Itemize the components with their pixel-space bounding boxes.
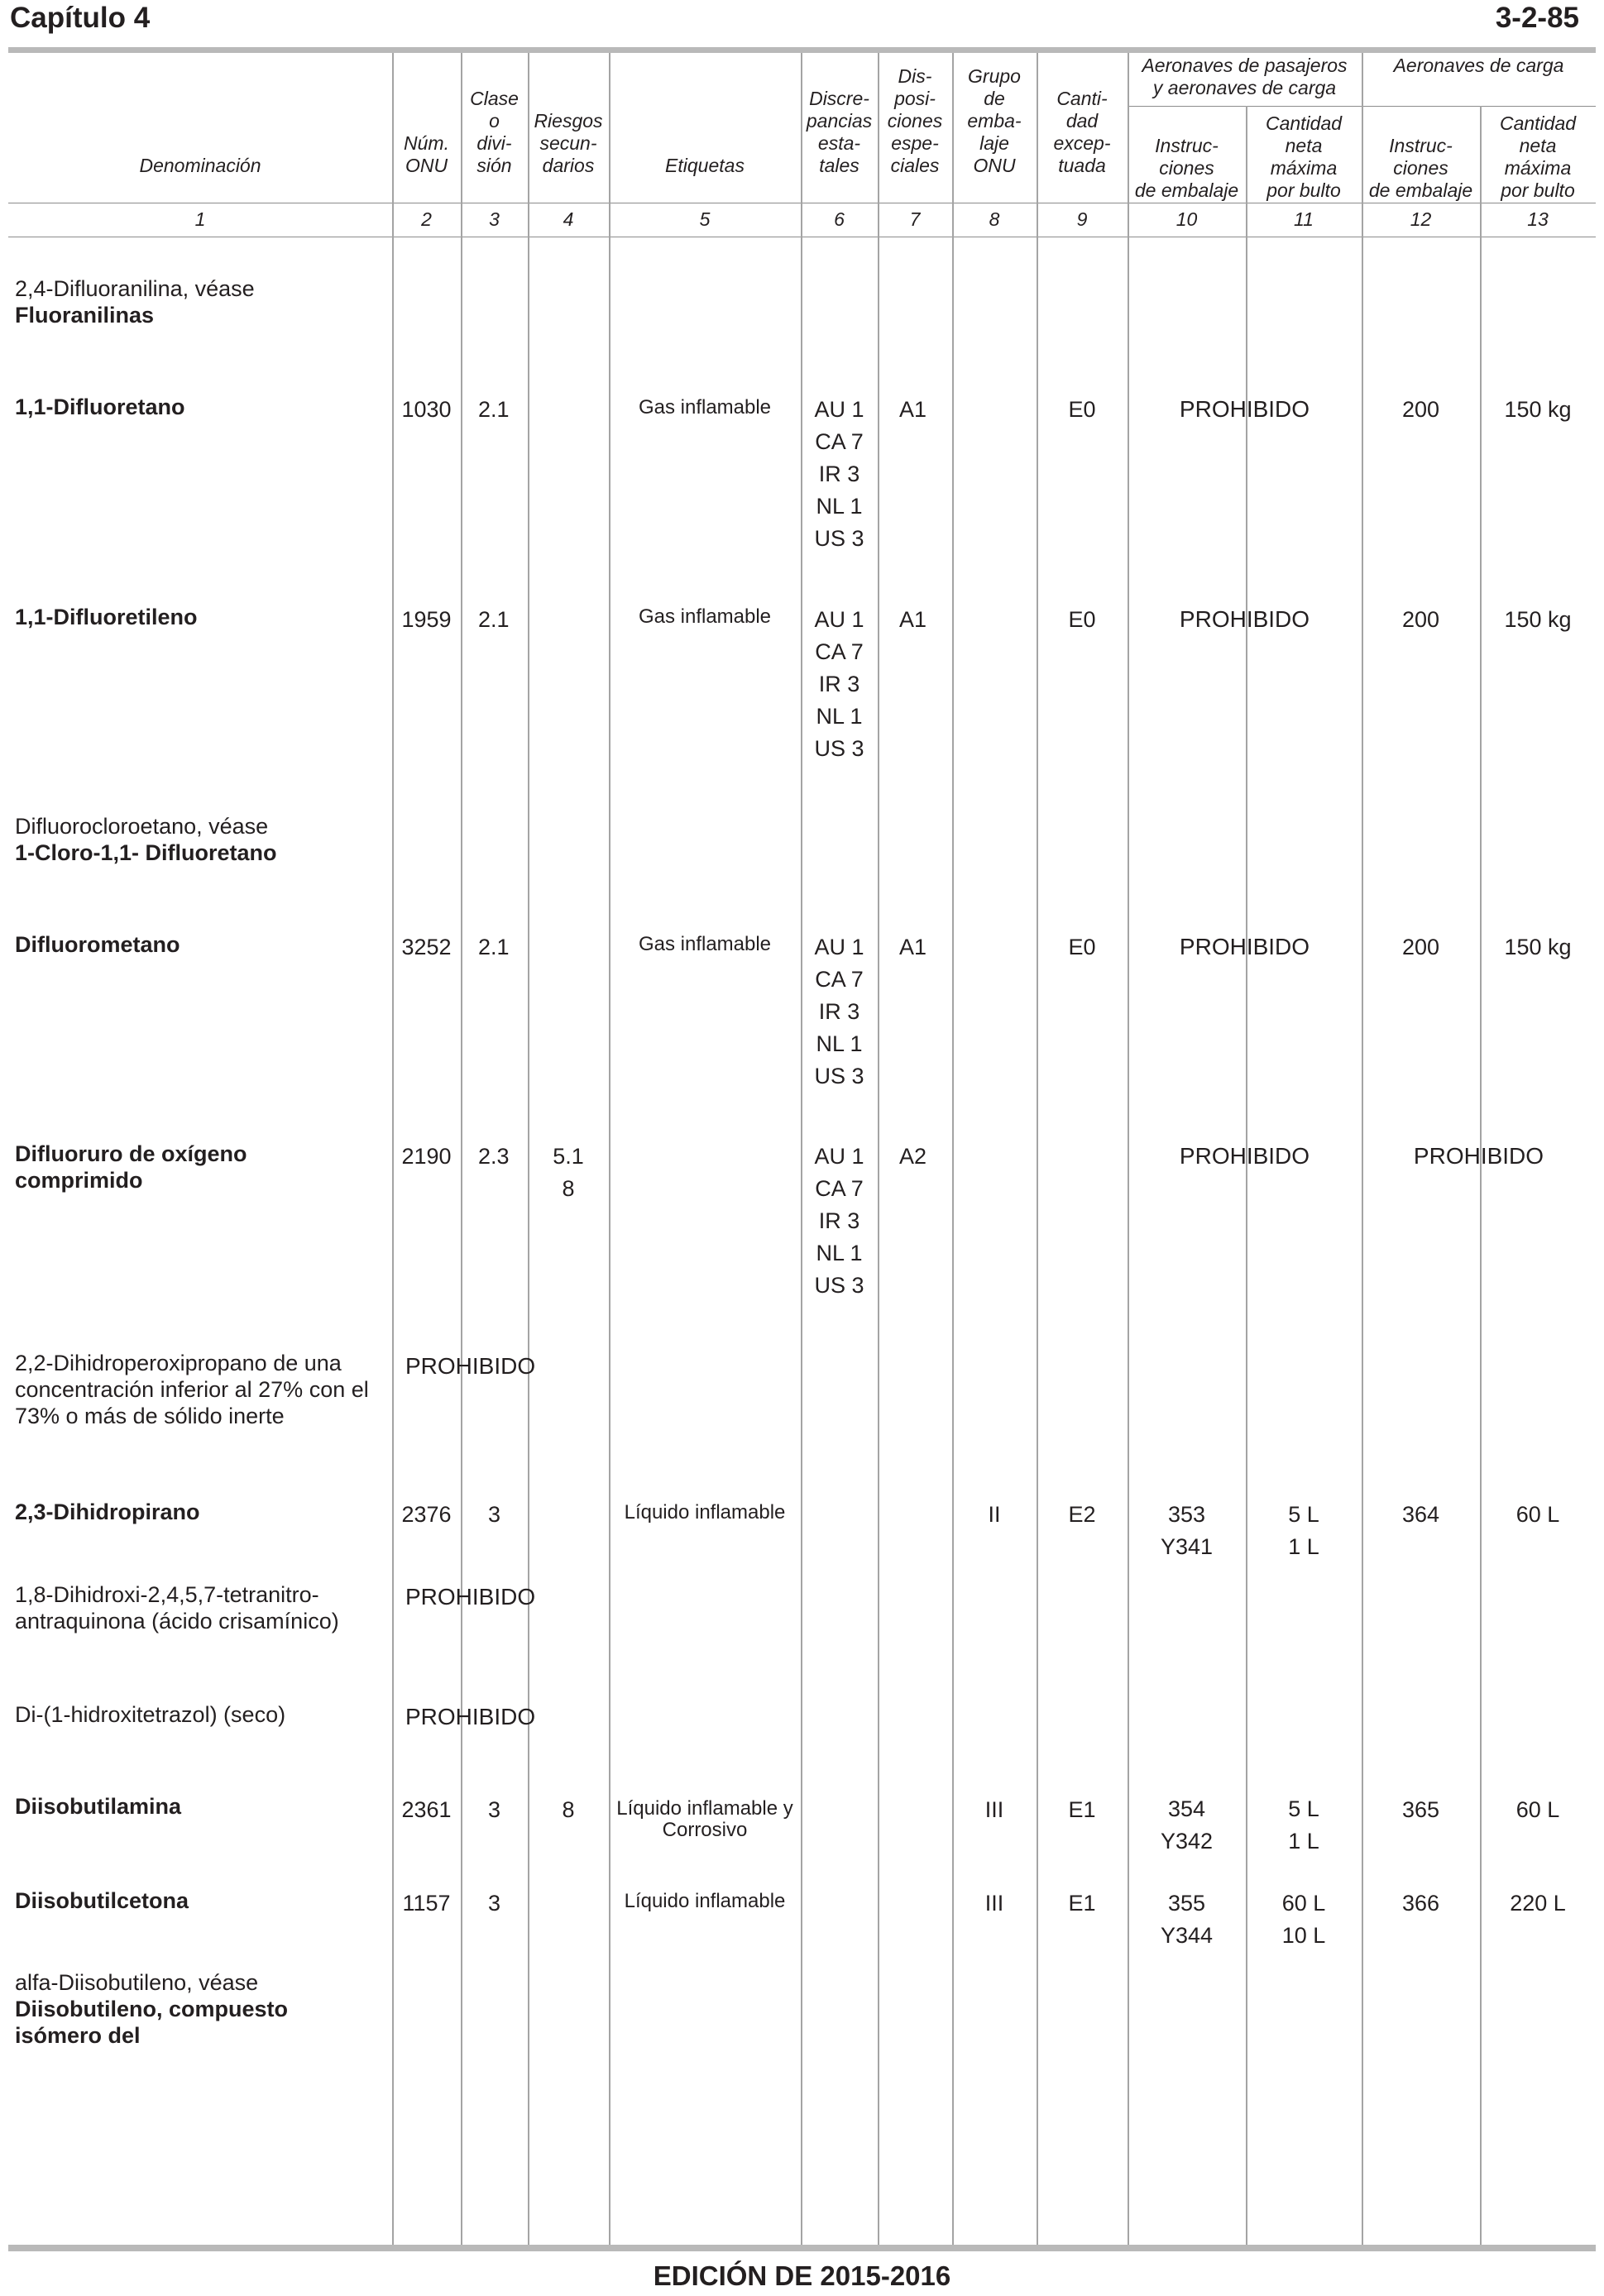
cargo-max-quantity: 60 L [1515, 1502, 1560, 1527]
substance-name: 2,2-Dihidroperoxipropano de una concentración inferior al 27% con el 73% o más de sólido inerte [15, 1351, 369, 1428]
cargo-packing-instruction: 200 [1401, 607, 1440, 632]
class-division: 3 [488, 1797, 501, 1822]
special-provisions: A2 [899, 1144, 927, 1169]
header-clase: Clase o divi- sión [470, 88, 519, 176]
substance-name: Difluorocloroetano, véase 1-Cloro-1,1- Difluoretano [15, 814, 277, 865]
forbidden-text: PROHIBIDO [405, 1584, 536, 1610]
state-variations: AU 1 CA 7 IR 3 NL 1 US 3 [814, 1144, 864, 1298]
excepted-quantity: E0 [1068, 935, 1096, 959]
excepted-quantity: E0 [1068, 397, 1096, 422]
packing-group: III [984, 1891, 1004, 1916]
class-division: 2.3 [478, 1144, 510, 1169]
un-number: 1030 [401, 397, 452, 422]
subsidiary-risks: 8 [562, 1797, 575, 1822]
substance-name: 1,1-Difluoretano [15, 395, 185, 419]
header-instrucciones-pasajeros: Instruc- ciones de embalaje [1134, 135, 1239, 201]
class-division: 2.1 [478, 607, 510, 632]
bottom-rule [8, 2245, 1596, 2251]
un-number: 2190 [401, 1144, 452, 1169]
class-division: 2.1 [478, 935, 510, 959]
cargo-prohibited: PROHIBIDO [1413, 1143, 1544, 1169]
substance-name: Difluoruro de oxígeno comprimido [15, 1141, 247, 1193]
state-variations: AU 1 CA 7 IR 3 NL 1 US 3 [814, 607, 864, 761]
header-cantidad-carga: Cantidad neta máxima por bulto [1499, 112, 1577, 201]
top-rule [8, 47, 1596, 53]
label-text: Líquido inflamable [624, 1501, 786, 1523]
column-number: 4 [563, 208, 574, 230]
excepted-quantity: E1 [1068, 1797, 1096, 1822]
cargo-max-quantity: 220 L [1510, 1891, 1566, 1916]
column-number: 10 [1175, 208, 1198, 230]
subsidiary-risks: 5.1 8 [553, 1144, 584, 1201]
header-aeronaves-carga: Aeronaves de carga [1393, 55, 1564, 76]
passenger-max-quantity: 5 L 1 L [1288, 1502, 1319, 1559]
column-number: 8 [989, 208, 1000, 230]
header-disposiciones: Dis- posi- ciones espe- ciales [887, 65, 943, 176]
chapter-title: Capítulo 4 [10, 2, 151, 34]
state-variations: AU 1 CA 7 IR 3 NL 1 US 3 [814, 935, 864, 1088]
un-number: 3252 [401, 935, 452, 959]
special-provisions: A1 [899, 607, 927, 632]
column-number: 11 [1294, 208, 1314, 230]
column-number: 9 [1076, 208, 1088, 230]
passenger-packing-instruction: 354 Y342 [1160, 1796, 1214, 1854]
forbidden-text: PROHIBIDO [405, 1353, 536, 1379]
excepted-quantity: E0 [1068, 607, 1096, 632]
forbidden-text: PROHIBIDO [405, 1704, 536, 1729]
cargo-max-quantity: 150 kg [1504, 397, 1572, 422]
column-number: 3 [489, 208, 500, 230]
un-number: 2361 [401, 1797, 452, 1822]
substance-name: 1,8-Dihidroxi-2,4,5,7-tetranitro-antraquinona (ácido crisamínico) [15, 1582, 339, 1634]
header-num-onu: Núm. ONU [404, 132, 449, 176]
special-provisions: A1 [899, 397, 927, 422]
class-division: 3 [488, 1502, 501, 1527]
cargo-packing-instruction: 200 [1401, 397, 1440, 422]
passenger-max-quantity: 60 L 10 L [1281, 1891, 1326, 1948]
cargo-packing-instruction: 200 [1401, 935, 1440, 959]
column-number: 1 [194, 208, 206, 230]
column-number: 12 [1410, 208, 1432, 230]
column-number: 7 [909, 208, 921, 230]
class-division: 3 [488, 1891, 501, 1916]
cargo-packing-instruction: 365 [1401, 1797, 1440, 1822]
header-grupo: Grupo de emba- laje ONU [967, 65, 1022, 176]
class-division: 2.1 [478, 397, 510, 422]
header-denominacion: Denominación [139, 155, 261, 176]
header-cantidad-pasajeros: Cantidad neta máxima por bulto [1265, 112, 1343, 201]
cargo-packing-instruction: 366 [1401, 1891, 1440, 1916]
cargo-max-quantity: 60 L [1515, 1797, 1560, 1822]
excepted-quantity: E1 [1068, 1891, 1096, 1916]
passenger-packing-instruction: 355 Y344 [1160, 1891, 1214, 1948]
label-text: Gas inflamable [638, 396, 772, 419]
cargo-max-quantity: 150 kg [1504, 607, 1572, 632]
passenger-prohibited: PROHIBIDO [1179, 396, 1310, 422]
excepted-quantity: E2 [1068, 1502, 1096, 1527]
state-variations: AU 1 CA 7 IR 3 NL 1 US 3 [814, 397, 864, 551]
column-number: 5 [699, 208, 711, 230]
un-number: 2376 [401, 1502, 452, 1527]
header-cantidad-exceptuada: Canti- dad excep- tuada [1053, 88, 1111, 176]
header-discrepancias: Discre- pancias esta- tales [806, 88, 873, 176]
column-number: 2 [421, 208, 432, 230]
column-number: 6 [834, 208, 845, 230]
passenger-prohibited: PROHIBIDO [1179, 934, 1310, 959]
label-text: Gas inflamable [638, 605, 772, 628]
substance-name: 2,4-Difluoranilina, véase Fluoranilinas [15, 276, 255, 328]
header-instrucciones-carga: Instruc- ciones de embalaje [1368, 135, 1473, 201]
substance-name: alfa-Diisobutileno, véase Diisobutileno, compuesto isómero del [15, 1970, 289, 2048]
special-provisions: A1 [899, 935, 927, 959]
column-number: 13 [1527, 208, 1549, 230]
substance-name: Diisobutilcetona [15, 1888, 189, 1913]
label-text: Líquido inflamable [624, 1890, 786, 1912]
passenger-prohibited: PROHIBIDO [1179, 606, 1310, 632]
un-number: 1959 [401, 607, 452, 632]
substance-name: 1,1-Difluoretileno [15, 605, 198, 629]
substance-name: Diisobutilamina [15, 1794, 182, 1819]
passenger-packing-instruction: 353 Y341 [1160, 1502, 1214, 1559]
un-number: 1157 [402, 1891, 451, 1916]
label-text: Líquido inflamable y Corrosivo [616, 1797, 793, 1841]
header-etiquetas: Etiquetas [665, 155, 745, 176]
packing-group: III [984, 1797, 1004, 1822]
label-text: Gas inflamable [638, 933, 772, 955]
edition-footer: EDICIÓN DE 2015-2016 [653, 2260, 951, 2291]
packing-group: II [988, 1502, 1001, 1527]
cargo-packing-instruction: 364 [1401, 1502, 1440, 1527]
cargo-max-quantity: 150 kg [1504, 935, 1572, 959]
passenger-max-quantity: 5 L 1 L [1288, 1796, 1319, 1854]
substance-name: Difluorometano [15, 932, 180, 957]
header-riesgos: Riesgos secun- darios [534, 110, 603, 176]
page-number: 3-2-85 [1495, 2, 1579, 34]
header-aeronaves-pasajeros: Aeronaves de pasajeros y aeronaves de carga [1142, 55, 1348, 98]
substance-name: Di-(1-hidroxitetrazol) (seco) [15, 1702, 286, 1727]
substance-name: 2,3-Dihidropirano [15, 1500, 200, 1524]
passenger-prohibited: PROHIBIDO [1179, 1143, 1310, 1169]
